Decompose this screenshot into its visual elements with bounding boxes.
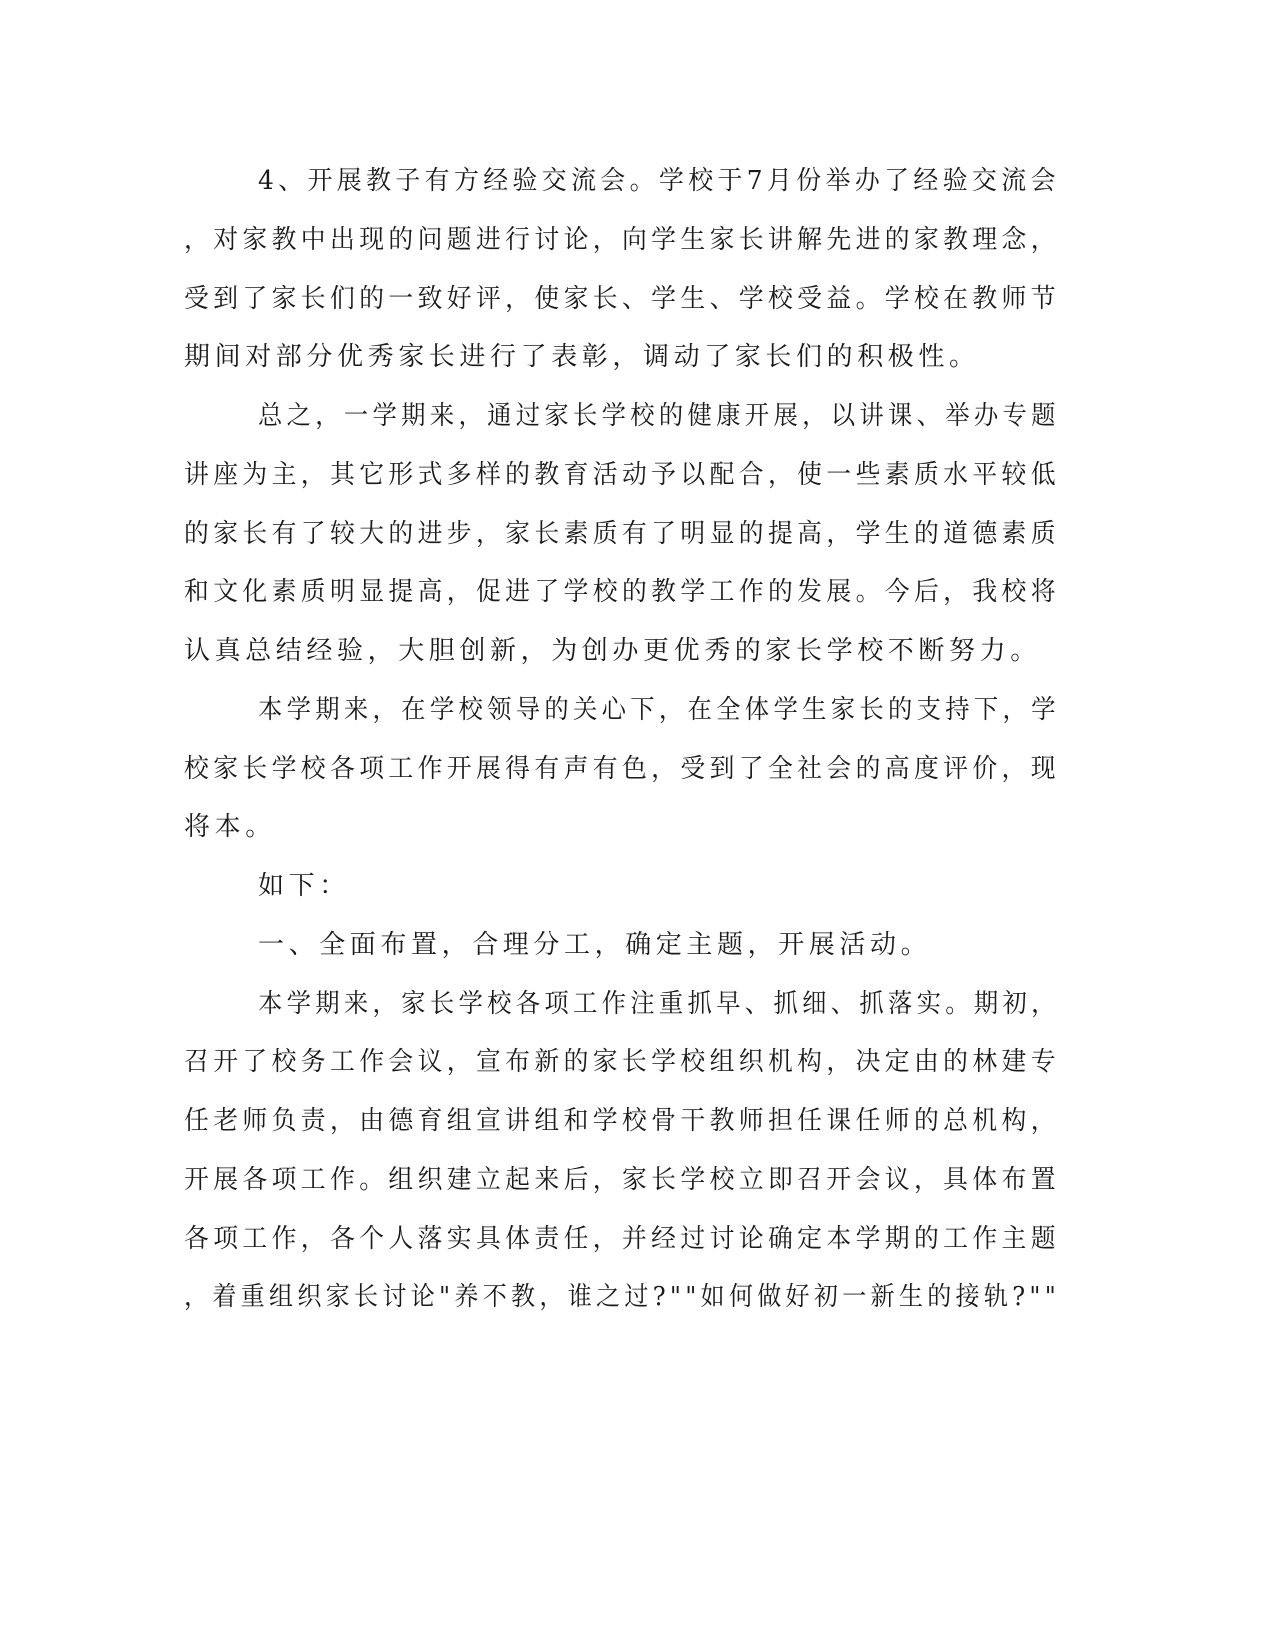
paragraph-line: 的家长有了较大的进步，家长素质有了明显的提高，学生的道德素质 [184,519,1060,549]
section-heading: 一、全面布置，合理分工，确定主题，开展活动。 [258,930,932,960]
paragraph-line: 总之，一学期来，通过家长学校的健康开展，以讲课、举办专题 [258,401,1060,431]
paragraph-line: 和文化素质明显提高，促进了学校的教学工作的发展。今后，我校将 [184,577,1060,607]
paragraph-line: 受到了家长们的一致好评，使家长、学生、学校受益。学校在教师节 [184,284,1060,314]
paragraph-line: 4、开展教子有方经验交流会。学校于7月份举办了经验交流会 [258,166,1060,196]
paragraph-line: 各项工作，各个人落实具体责任，并经过讨论确定本学期的工作主题 [184,1224,1060,1254]
paragraph-line: 认真总结经验，大胆创新，为创办更优秀的家长学校不断努力。 [184,636,1041,666]
paragraph-line: 校家长学校各项工作开展得有声有色，受到了全社会的高度评价，现 [184,754,1060,784]
paragraph-line: 如下： [258,871,350,901]
paragraph-line: 本学期来，家长学校各项工作注重抓早、抓细、抓落实。期初， [258,989,1060,1019]
paragraph-line: ，对家教中出现的问题进行讨论，向学生家长讲解先进的家教理念， [184,225,1060,255]
paragraph-line: 将本。 [184,812,276,842]
paragraph-line: ，着重组织家长讨论"养不教，谁之过?""如何做好初一新生的接轨?"" [184,1282,1061,1312]
paragraph-line: 开展各项工作。组织建立起来后，家长学校立即召开会议，具体布置 [184,1165,1060,1195]
paragraph-line: 讲座为主，其它形式多样的教育活动予以配合，使一些素质水平较低 [184,460,1060,490]
paragraph-line: 任老师负责，由德育组宣讲组和学校骨干教师担任课任师的总机构， [184,1106,1060,1136]
paragraph-line: 召开了校务工作会议，宣布新的家长学校组织机构，决定由的林建专 [184,1047,1060,1077]
paragraph-line: 期间对部分优秀家长进行了表彰，调动了家长们的积极性。 [184,342,980,372]
paragraph-line: 本学期来，在学校领导的关心下，在全体学生家长的支持下，学 [258,695,1060,725]
